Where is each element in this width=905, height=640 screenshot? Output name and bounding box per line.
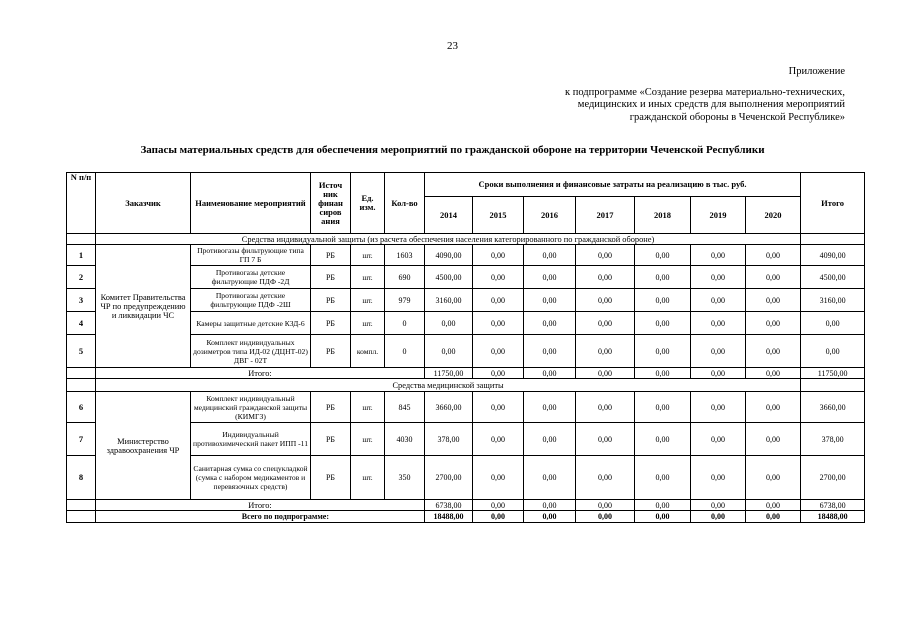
row-total: 18488,00 — [801, 511, 865, 523]
appendix-line: гражданской обороны в Чеченской Республике» — [629, 111, 845, 123]
item-qty: 0 — [385, 335, 425, 368]
item-name: Санитарная сумка со спецукладкой (сумка с набором медикаментов и перевязочных средств) — [191, 456, 311, 500]
item-qty: 350 — [385, 456, 425, 500]
row-total: 0,00 — [801, 312, 865, 335]
value-cell: 0,00 — [425, 335, 473, 368]
header-unit: Ед. изм. — [351, 173, 385, 234]
section-row — [67, 379, 865, 392]
value-cell: 0,00 — [691, 392, 746, 423]
header-num: N п/п — [67, 173, 96, 234]
value-cell: 0,00 — [746, 392, 801, 423]
header-year: 2016 — [524, 197, 576, 234]
table-row — [67, 245, 865, 266]
value-cell: 0,00 — [473, 335, 524, 368]
value-cell: 0,00 — [635, 335, 691, 368]
item-source: РБ — [311, 392, 351, 423]
appendix-heading: Приложение — [788, 66, 845, 77]
item-qty: 690 — [385, 266, 425, 289]
value-cell: 0,00 — [524, 266, 576, 289]
value-cell: 0,00 — [635, 266, 691, 289]
value-cell: 0,00 — [746, 245, 801, 266]
value-cell: 0,00 — [746, 266, 801, 289]
value-cell: 0,00 — [524, 245, 576, 266]
item-qty: 979 — [385, 289, 425, 312]
value-cell: 4090,00 — [425, 245, 473, 266]
header-source: Источ ник финан сиров ания — [311, 173, 351, 234]
value-cell: 0,00 — [576, 289, 635, 312]
appendix-block — [405, 66, 845, 124]
item-qty: 4030 — [385, 423, 425, 456]
item-name: Противогазы детские фильтрующие ПДФ -2Ш — [191, 289, 311, 312]
subtotal-label: Итого: — [96, 500, 425, 511]
header-qty: Кол-во — [385, 173, 425, 234]
subtotal-row — [67, 500, 865, 511]
value-cell: 0,00 — [746, 368, 801, 379]
value-cell: 0,00 — [473, 312, 524, 335]
item-unit: шт. — [351, 245, 385, 266]
value-cell: 0,00 — [576, 511, 635, 523]
row-number: 5 — [67, 335, 96, 368]
item-qty: 845 — [385, 392, 425, 423]
value-cell: 0,00 — [635, 500, 691, 511]
value-cell: 0,00 — [576, 423, 635, 456]
value-cell: 0,00 — [691, 312, 746, 335]
item-source: РБ — [311, 423, 351, 456]
item-source: РБ — [311, 335, 351, 368]
value-cell: 0,00 — [473, 511, 524, 523]
value-cell: 0,00 — [473, 266, 524, 289]
value-cell: 0,00 — [473, 245, 524, 266]
item-unit: компл. — [351, 335, 385, 368]
value-cell: 0,00 — [576, 245, 635, 266]
row-total: 4090,00 — [801, 245, 865, 266]
grand-total-row — [67, 511, 865, 523]
value-cell: 0,00 — [524, 312, 576, 335]
value-cell: 0,00 — [524, 392, 576, 423]
item-source: РБ — [311, 289, 351, 312]
grand-total-label: Всего по подпрограмме: — [96, 511, 425, 523]
value-cell: 0,00 — [635, 245, 691, 266]
header-year: 2019 — [691, 197, 746, 234]
section-row — [67, 234, 865, 245]
value-cell: 0,00 — [635, 392, 691, 423]
row-total: 6738,00 — [801, 500, 865, 511]
header-row — [67, 173, 865, 197]
value-cell: 0,00 — [524, 456, 576, 500]
header-year: 2018 — [635, 197, 691, 234]
value-cell: 0,00 — [576, 368, 635, 379]
value-cell: 0,00 — [691, 266, 746, 289]
value-cell: 18488,00 — [425, 511, 473, 523]
item-unit: шт. — [351, 456, 385, 500]
value-cell: 0,00 — [473, 500, 524, 511]
section-title: Средства индивидуальной защиты (из расчета обеспечения населения категорированного по гражданской обороне) — [96, 234, 801, 245]
item-qty: 1603 — [385, 245, 425, 266]
value-cell: 4500,00 — [425, 266, 473, 289]
value-cell: 0,00 — [635, 289, 691, 312]
value-cell: 0,00 — [473, 423, 524, 456]
value-cell: 0,00 — [635, 423, 691, 456]
value-cell: 0,00 — [746, 335, 801, 368]
value-cell: 0,00 — [635, 511, 691, 523]
item-qty: 0 — [385, 312, 425, 335]
row-number: 3 — [67, 289, 96, 312]
header-year: 2017 — [576, 197, 635, 234]
item-source: РБ — [311, 312, 351, 335]
value-cell: 0,00 — [691, 245, 746, 266]
value-cell: 0,00 — [746, 500, 801, 511]
value-cell: 0,00 — [473, 368, 524, 379]
row-total: 11750,00 — [801, 368, 865, 379]
subtotal-label: Итого: — [96, 368, 425, 379]
value-cell: 378,00 — [425, 423, 473, 456]
appendix-line: медицинских и иных средств для выполнения мероприятий — [577, 99, 845, 110]
value-cell: 0,00 — [576, 266, 635, 289]
value-cell: 0,00 — [524, 289, 576, 312]
value-cell: 0,00 — [691, 335, 746, 368]
item-unit: шт. — [351, 392, 385, 423]
value-cell: 0,00 — [576, 335, 635, 368]
customer-cell: Комитет Правительства ЧР по предупреждению и ликвидации ЧС — [96, 245, 191, 368]
customer-cell: Министерство здравоохранения ЧР — [96, 392, 191, 500]
value-cell: 3160,00 — [425, 289, 473, 312]
header-period: Сроки выполнения и финансовые затраты на реализацию в тыс. руб. — [425, 173, 801, 197]
value-cell: 0,00 — [691, 511, 746, 523]
header-customer: Заказчик — [96, 173, 191, 234]
value-cell: 0,00 — [691, 500, 746, 511]
value-cell: 0,00 — [524, 368, 576, 379]
row-total: 4500,00 — [801, 266, 865, 289]
value-cell: 0,00 — [635, 456, 691, 500]
row-total: 2700,00 — [801, 456, 865, 500]
row-number: 2 — [67, 266, 96, 289]
item-unit: шт. — [351, 266, 385, 289]
value-cell: 0,00 — [635, 312, 691, 335]
item-source: РБ — [311, 245, 351, 266]
value-cell: 0,00 — [691, 456, 746, 500]
row-number: 7 — [67, 423, 96, 456]
value-cell: 0,00 — [524, 335, 576, 368]
item-unit: шт. — [351, 289, 385, 312]
header-total: Итого — [801, 173, 865, 234]
value-cell: 0,00 — [691, 423, 746, 456]
header-year: 2015 — [473, 197, 524, 234]
row-total: 3160,00 — [801, 289, 865, 312]
item-name: Комплект индивидуальных дозиметров типа ИД-02 (ДЦНТ-02) ДВГ - 02Т — [191, 335, 311, 368]
value-cell: 0,00 — [576, 500, 635, 511]
value-cell: 0,00 — [576, 312, 635, 335]
value-cell: 0,00 — [576, 392, 635, 423]
item-name: Комплект индивидуальный медицинский гражданской защиты (КИМГЗ) — [191, 392, 311, 423]
value-cell: 3660,00 — [425, 392, 473, 423]
section-title: Средства медицинской защиты — [96, 379, 801, 392]
page-number: 23 — [447, 40, 458, 52]
row-total: 0,00 — [801, 335, 865, 368]
table-row — [67, 392, 865, 423]
row-number: 4 — [67, 312, 96, 335]
supplies-table — [66, 172, 865, 523]
row-total: 3660,00 — [801, 392, 865, 423]
item-name: Противогазы фильтрующие типа ГП 7 Б — [191, 245, 311, 266]
value-cell: 11750,00 — [425, 368, 473, 379]
value-cell: 0,00 — [746, 423, 801, 456]
value-cell: 0,00 — [473, 456, 524, 500]
value-cell: 0,00 — [746, 511, 801, 523]
value-cell: 0,00 — [524, 423, 576, 456]
appendix-line: к подпрограмме «Создание резерва материально-технических, — [564, 86, 845, 98]
item-source: РБ — [311, 456, 351, 500]
item-name: Противогазы детские фильтрующие ПДФ -2Д — [191, 266, 311, 289]
value-cell: 0,00 — [576, 456, 635, 500]
value-cell: 0,00 — [691, 368, 746, 379]
value-cell: 0,00 — [524, 511, 576, 523]
value-cell: 2700,00 — [425, 456, 473, 500]
header-name: Наименование мероприятий — [191, 173, 311, 234]
value-cell: 0,00 — [746, 289, 801, 312]
subtotal-row — [67, 368, 865, 379]
value-cell: 0,00 — [473, 289, 524, 312]
item-name: Камеры защитные детские КЗД-6 — [191, 312, 311, 335]
row-number: 8 — [67, 456, 96, 500]
item-name: Индивидуальный противохимический пакет ИПП -11 — [191, 423, 311, 456]
value-cell: 0,00 — [425, 312, 473, 335]
item-source: РБ — [311, 266, 351, 289]
item-unit: шт. — [351, 312, 385, 335]
value-cell: 0,00 — [473, 392, 524, 423]
value-cell: 0,00 — [635, 368, 691, 379]
row-number: 1 — [67, 245, 96, 266]
value-cell: 0,00 — [746, 312, 801, 335]
document-title: Запасы материальных средств для обеспечения мероприятий по гражданской обороне на территории Чеченской Республики — [140, 144, 765, 156]
item-unit: шт. — [351, 423, 385, 456]
row-total: 378,00 — [801, 423, 865, 456]
value-cell: 0,00 — [691, 289, 746, 312]
value-cell: 0,00 — [746, 456, 801, 500]
row-number: 6 — [67, 392, 96, 423]
value-cell: 0,00 — [524, 500, 576, 511]
value-cell: 6738,00 — [425, 500, 473, 511]
header-year: 2014 — [425, 197, 473, 234]
header-year: 2020 — [746, 197, 801, 234]
